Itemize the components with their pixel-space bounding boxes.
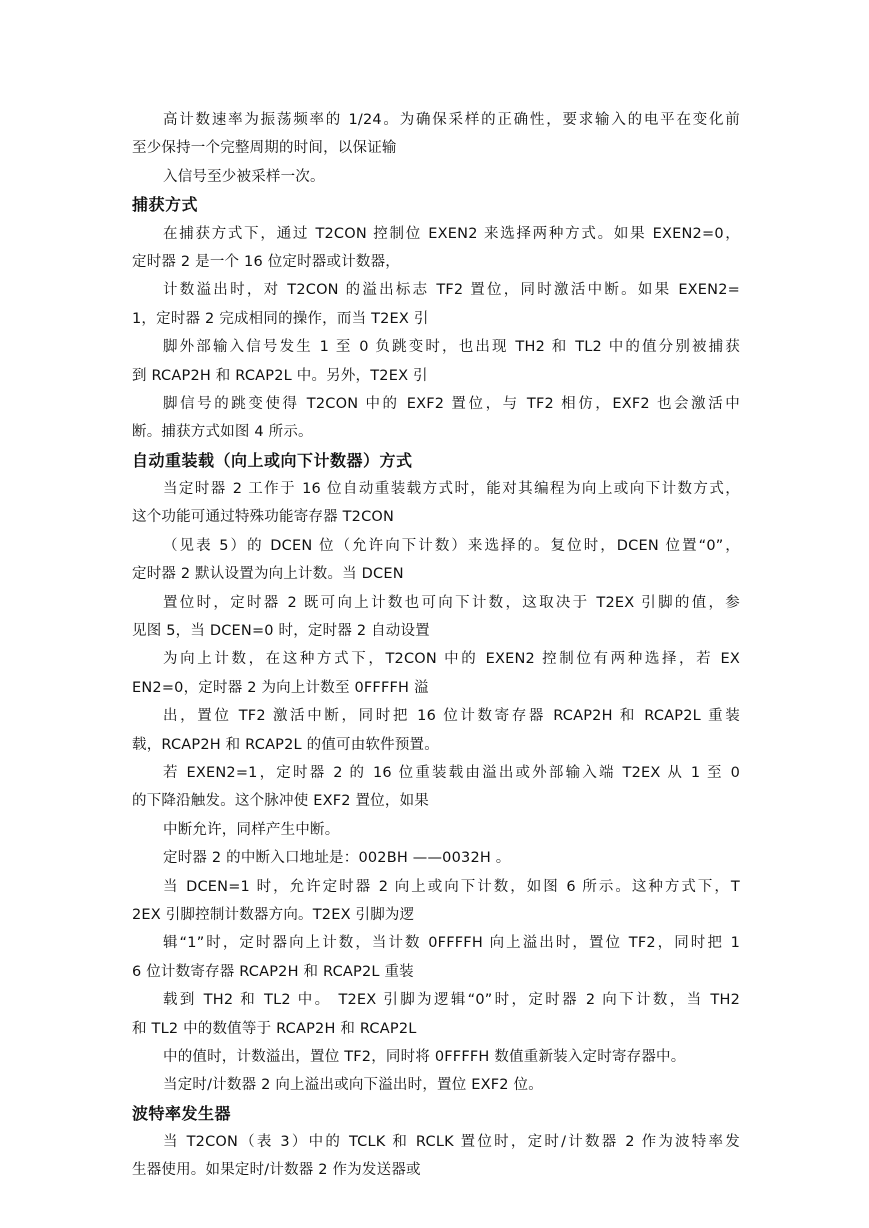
paragraph — [132, 1128, 740, 1185]
text-line: 定时器 2 是一个 16 位定时器或计数器， — [132, 253, 401, 270]
section-heading: 捕获方式 — [132, 195, 199, 215]
text-line: 定时器 2 的中断入口地址是：002BH ——0032H 。 — [163, 850, 511, 867]
text-line: 6 位计数寄存器 RCAP2H 和 RCAP2L 重装 — [132, 963, 414, 980]
paragraph — [132, 220, 740, 277]
paragraph — [132, 759, 740, 816]
text-line: 高计数速率为振荡频率的 1/24。为确保采样的正确性，要求输入的电平在变化前 — [163, 112, 740, 128]
text-line: 载，RCAP2H 和 RCAP2L 的值可由软件预置。 — [132, 736, 439, 753]
paragraph — [132, 163, 740, 191]
text-line: 1，定时器 2 完成相同的操作，而当 T2EX 引 — [132, 310, 429, 327]
text-line: 2EX 引脚控制计数器方向。T2EX 引脚为逻 — [132, 906, 415, 923]
text-line: 若 EXEN2=1，定时器 2 的 16 位重装载由溢出或外部输入端 T2EX 从 1 至 0 — [163, 764, 740, 781]
section-heading: 波特率发生器 — [132, 1103, 232, 1123]
text-line: 这个功能可通过特殊功能寄存器 T2CON — [132, 509, 395, 526]
paragraph — [132, 475, 740, 532]
text-line: （见表 5）的 DCEN 位（允许向下计数）来选择的。复位时，DCEN 位置“0”， — [163, 537, 740, 554]
text-line: 出，置位 TF2 激活中断，同时把 16 位计数寄存器 RCAP2H 和 RCAP2L 重装 — [163, 708, 740, 725]
paragraph — [132, 589, 740, 646]
paragraph — [132, 645, 740, 702]
text-line: 和 TL2 中的数值等于 RCAP2H 和 RCAP2L — [132, 1020, 417, 1037]
text-line: 置位时，定时器 2 既可向上计数也可向下计数，这取决于 T2EX 引脚的值，参 — [163, 594, 740, 611]
paragraph — [132, 986, 740, 1043]
text-line: 中的值时，计数溢出，置位 TF2，同时将 0FFFFH 数值重新装入定时寄存器中。 — [163, 1048, 686, 1065]
text-line: 断。捕获方式如图 4 所示。 — [132, 424, 313, 441]
text-line: 定时器 2 默认设置为向上计数。当 DCEN — [132, 566, 404, 583]
paragraph — [132, 873, 740, 930]
paragraph — [132, 276, 740, 333]
paragraph — [132, 816, 740, 844]
text-line: 脚外部输入信号发生 1 至 0 负跳变时，也出现 TH2 和 TL2 中的值分别被捕获 — [163, 339, 740, 356]
text-line: 当定时/计数器 2 向上溢出或向下溢出时，置位 EXF2 位。 — [163, 1077, 543, 1094]
paragraph — [132, 929, 740, 986]
text-line: 当 DCEN=1 时，允许定时器 2 向上或向下计数，如图 6 所示。这种方式下，T — [163, 878, 740, 895]
text-line: 计数溢出时，对 T2CON 的溢出标志 TF2 置位，同时激活中断。如果 EXEN2= — [163, 282, 740, 299]
paragraph — [132, 1043, 740, 1071]
paragraph — [132, 390, 740, 447]
document-page — [132, 106, 740, 1185]
text-line: 见图 5，当 DCEN=0 时，定时器 2 自动设置 — [132, 623, 430, 640]
text-line: 生器使用。如果定时/计数器 2 作为发送器或 — [132, 1162, 421, 1179]
section-heading: 自动重装载（向上或向下计数器）方式 — [132, 450, 413, 470]
text-line: 载到 TH2 和 TL2 中。 T2EX 引脚为逻辑“0”时，定时器 2 向下计数，当 TH2 — [163, 992, 740, 1009]
paragraph — [132, 106, 740, 163]
text-line: 当定时器 2 工作于 16 位自动重装载方式时，能对其编程为向上或向下计数方式， — [163, 481, 740, 498]
paragraph — [132, 333, 740, 390]
text-line: 当 T2CON（表 3）中的 TCLK 和 RCLK 置位时，定时/计数器 2 作为波特率发 — [163, 1134, 740, 1151]
text-line: 入信号至少被采样一次。 — [163, 168, 325, 185]
text-line: 的下降沿触发。这个脉冲使 EXF2 置位，如果 — [132, 793, 429, 810]
text-line: EN2=0，定时器 2 为向上计数至 0FFFFH 溢 — [132, 679, 429, 696]
text-line: 辑“1”时，定时器向上计数，当计数 0FFFFH 向上溢出时，置位 TF2，同时把 1 — [163, 935, 740, 952]
text-line: 脚信号的跳变使得 T2CON 中的 EXF2 置位，与 TF2 相仿，EXF2 也会激活中 — [163, 395, 740, 412]
paragraph — [132, 532, 740, 589]
text-line: 在捕获方式下，通过 T2CON 控制位 EXEN2 来选择两种方式。如果 EXEN2=0， — [163, 225, 740, 242]
paragraph — [132, 844, 740, 872]
text-line: 至少保持一个完整周期的时间，以保证输 — [132, 140, 397, 157]
text-line: 到 RCAP2H 和 RCAP2L 中。另外，T2EX 引 — [132, 367, 428, 384]
paragraph — [132, 1071, 740, 1099]
text-line: 中断允许，同样产生中断。 — [163, 821, 340, 838]
paragraph — [132, 702, 740, 759]
text-line: 为向上计数，在这种方式下，T2CON 中的 EXEN2 控制位有两种选择，若 EX — [163, 651, 740, 668]
